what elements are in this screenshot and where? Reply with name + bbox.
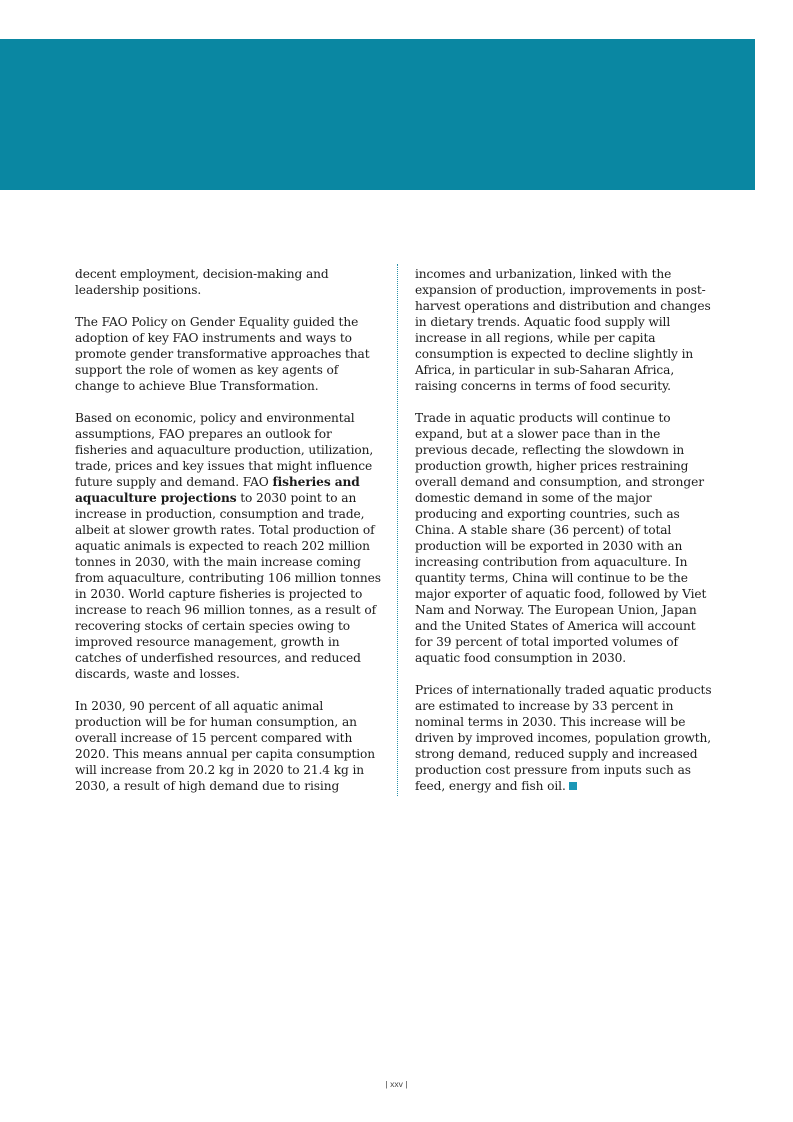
paragraph-text: Based on economic, policy and environmental assumptions, FAO prepares an outlook for fisheries and aquaculture production, utilization, trade, prices and key issues that might influence future supply and demand. FAO xyxy=(75,411,374,489)
paragraph-text: Prices of internationally traded aquatic products are estimated to increase by 33 percent in nominal terms in 2030. This increase will be driven by improved incomes, population growth, strong demand, reduced supply and increased production cost pressure from inputs such as feed, energy and fish oil. xyxy=(415,683,712,793)
paragraph xyxy=(75,410,383,682)
paragraph: In 2030, 90 percent of all aquatic animal production will be for human consumption, an overall increase of 15 percent compared with 2020. This means annual per capita consumption will increase from 20.2 kg in 2020 to 21.4 kg in 2030, a result of high demand due to rising xyxy=(75,699,376,793)
end-of-section-square-icon xyxy=(569,782,577,790)
column-divider xyxy=(397,264,398,796)
page-number: | xxv | xyxy=(385,1079,408,1089)
left-column xyxy=(75,266,383,810)
paragraph xyxy=(415,682,715,794)
paragraph: Trade in aquatic products will continue to expand, but at a slower pace than in the previous decade, reflecting the slowdown in production growth, higher prices restraining overall demand and consumption, and stronger domestic demand in some of the major producing and exporting countries, such as China. A stable share (36 percent) of total production will be exported in 2030 with an increasing contribution from aquaculture. In quantity terms, China will continue to be the major exporter of aquatic food, followed by Viet Nam and Norway. The European Union, Japan and the United States of America will account for 39 percent of total imported volumes of aquatic food consumption in 2030. xyxy=(415,411,707,665)
projections-link-text: fisheries and aquaculture projections xyxy=(75,475,360,505)
paragraph: The FAO Policy on Gender Equality guided the adoption of key FAO instruments and ways to promote gender transformative approaches that support the role of women as key agents of change to achieve Blue Transformation. xyxy=(75,315,370,393)
paragraph: decent employment, decision-making and leadership positions. xyxy=(75,267,329,297)
paragraph-text: to 2030 point to an increase in production, consumption and trade, albeit at slower growth rates. Total production of aquatic animals is expected to reach 202 million tonnes in 2030, with the main increase coming from aquaculture, contributing 106 million tonnes in 2030. World capture fisheries is projected to increase to reach 96 million tonnes, as a result of recovering stocks of certain species owing to improved resource management, growth in catches of underfished resources, and reduced discards, waste and losses. xyxy=(75,491,381,681)
right-column xyxy=(415,266,715,810)
header-banner xyxy=(0,39,755,190)
paragraph: incomes and urbanization, linked with the expansion of production, improvements in post-harvest operations and distribution and changes in dietary trends. Aquatic food supply will increase in all regions, while per capita consumption is expected to decline slightly in Africa, in particular in sub-Saharan Africa, raising concerns in terms of food security. xyxy=(415,267,711,393)
